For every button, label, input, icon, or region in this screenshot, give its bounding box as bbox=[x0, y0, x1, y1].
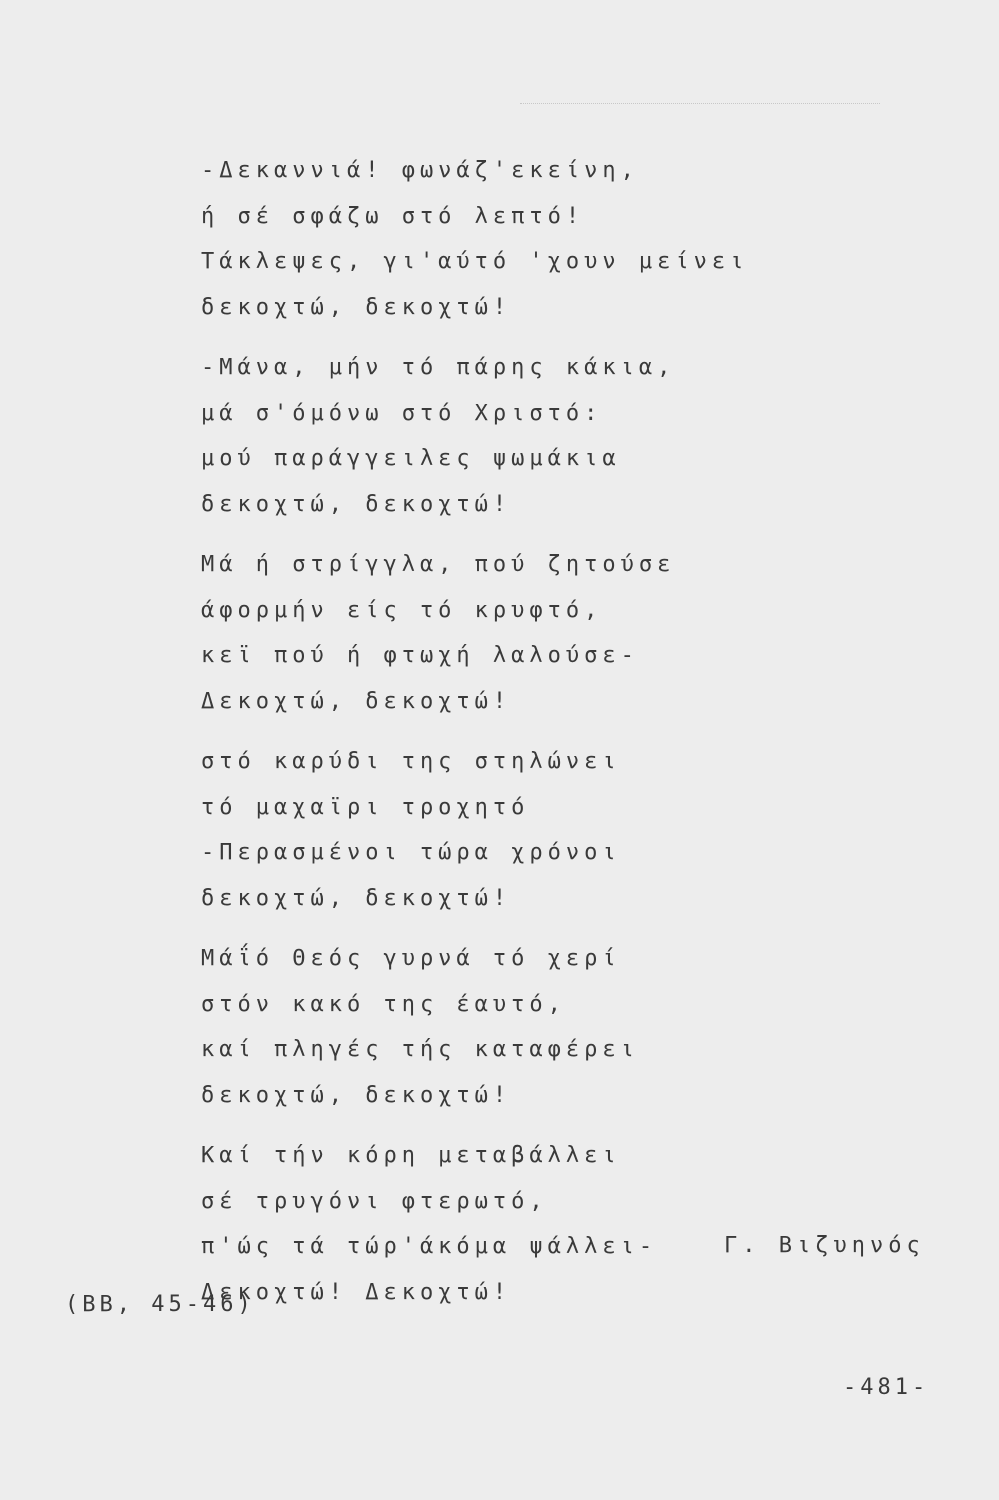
poem-line: μού παράγγειλες ψωμάκια bbox=[201, 446, 621, 471]
poem-line: κεϊ πού ή φτωχή λαλούσε- bbox=[201, 643, 639, 668]
poem-line: Μά ή στρίγγλα, πού ζητούσε bbox=[201, 552, 676, 577]
poem-line: μά σ'όμόνω στό Χριστό: bbox=[201, 400, 603, 426]
poem-line: άφορμήν είς τό κρυφτό, bbox=[201, 597, 603, 623]
poem-line: Καί τήν κόρη μεταβάλλει bbox=[201, 1143, 621, 1168]
stanza-2 bbox=[201, 345, 761, 527]
poem-line: -Δεκαννιά! φωνάζ'εκείνη, bbox=[201, 158, 639, 183]
poem-line: -Περασμένοι τώρα χρόνοι bbox=[201, 840, 621, 865]
poem-line: -Μάνα, μήν τό πάρης κάκια, bbox=[201, 355, 676, 380]
poem-line: δεκοχτώ, δεκοχτώ! bbox=[201, 885, 512, 911]
poem-line: στό καρύδι της στηλώνει bbox=[201, 749, 621, 774]
stanza-5 bbox=[201, 936, 761, 1118]
source-citation: (ΒΒ, 45-46) bbox=[65, 1292, 255, 1317]
poem-line: σέ τρυγόνι φτερωτό, bbox=[201, 1188, 548, 1214]
poem bbox=[201, 148, 761, 1315]
stanza-4 bbox=[201, 739, 761, 921]
poem-line: Δεκοχτώ! Δεκοχτώ! bbox=[201, 1279, 512, 1305]
stanza-1 bbox=[201, 148, 761, 330]
poem-line: Μάΐό Θεός γυρνά τό χερί bbox=[201, 946, 621, 971]
poem-line: δεκοχτώ, δεκοχτώ! bbox=[201, 294, 512, 320]
poem-line: καί πληγές τής καταφέρει bbox=[201, 1037, 639, 1062]
poem-line: στόν κακό της έαυτό, bbox=[201, 991, 566, 1017]
poem-line: τό μαχαϊρι τροχητό bbox=[201, 794, 530, 820]
poem-line: δεκοχτώ, δεκοχτώ! bbox=[201, 491, 512, 517]
poem-line: ή σέ σφάζω στό λεπτό! bbox=[201, 203, 585, 229]
poem-line: Δεκοχτώ, δεκοχτώ! bbox=[201, 688, 512, 714]
scan-artifact-line bbox=[520, 103, 880, 106]
author-signature: Γ. Βιζυηνός bbox=[724, 1233, 925, 1258]
poem-line: δεκοχτώ, δεκοχτώ! bbox=[201, 1082, 512, 1108]
poem-line: π'ώς τά τώρ'άκόμα ψάλλει- bbox=[201, 1234, 658, 1259]
stanza-6 bbox=[201, 1133, 761, 1315]
page-number: -481- bbox=[843, 1375, 930, 1400]
poem-line: Τάκλεψες, γι'αύτό 'χουν μείνει bbox=[201, 249, 749, 274]
stanza-3 bbox=[201, 542, 761, 724]
